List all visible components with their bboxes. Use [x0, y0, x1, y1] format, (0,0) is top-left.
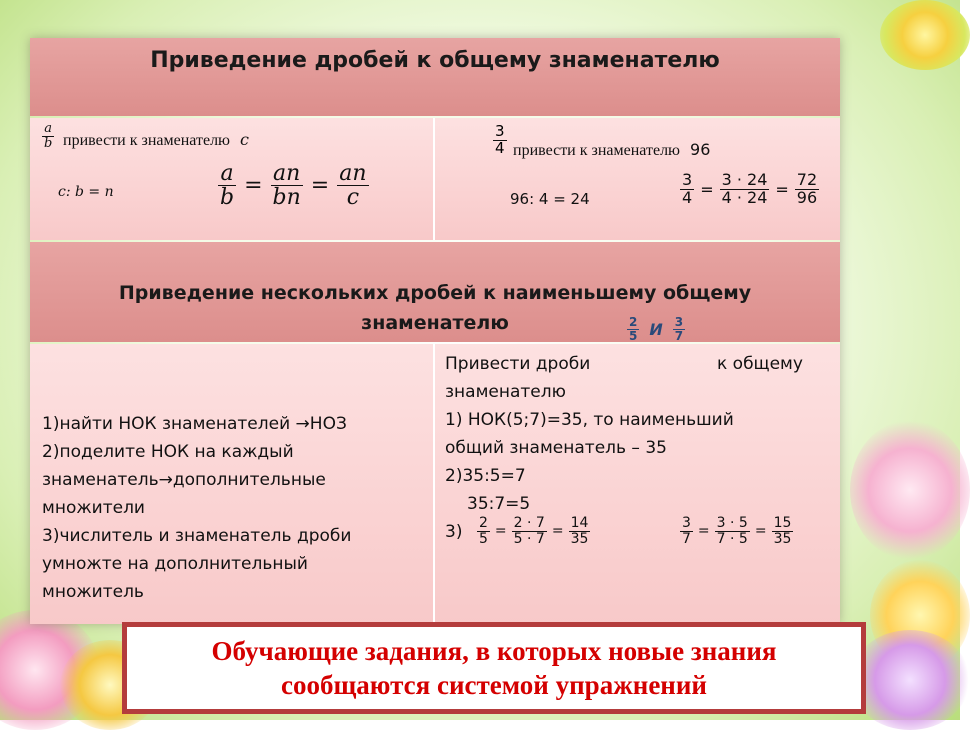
cell-general-rule [30, 118, 433, 240]
example-eq: 96: 4 = 24 [510, 190, 590, 208]
caption-banner [122, 622, 866, 714]
rule-label: привести к знаменателю [63, 132, 231, 149]
example-formula: $\frac{3}{4}$ = $\frac{3 \cdot 24}{4 \cdot 24}$ = $\frac{72}{96}$ [682, 170, 818, 207]
example-label: привести к знаменателю [513, 142, 681, 159]
step-line: множитель [42, 582, 144, 602]
example-intro-a: Привести дроби [445, 354, 591, 374]
cell-example-rule [435, 118, 840, 240]
cell-steps [30, 344, 433, 624]
equation-2-5: $\frac{2}{5}$ = $\frac{2 \cdot 7}{5 \cdot 7}$ = $\frac{14}{35}$ [479, 515, 589, 547]
header-row-1 [30, 38, 840, 116]
example-step1b: общий знаменатель – 35 [445, 438, 667, 458]
example-intro-b: к общему [717, 354, 803, 374]
step-line: 1)найти НОК знаменателей →НОЗ [42, 414, 347, 434]
fraction-a-over-b: $\frac{a}{b}$ [44, 121, 53, 151]
example-target: 96 [690, 140, 711, 159]
example-step3: 3) [445, 522, 463, 542]
step-line: 3)числитель и знаменатель дроби [42, 526, 352, 546]
header-row-2 [30, 242, 840, 342]
divider [433, 118, 435, 240]
example-step1a: 1) НОК(5;7)=35, то наименьший [445, 410, 734, 430]
equation-3-7: $\frac{3}{7}$ = $\frac{3 \cdot 5}{7 \cdot 5}$ = $\frac{15}{35}$ [682, 515, 792, 547]
banner-line-1: Обучающие задания, в которых новые знания [211, 636, 777, 666]
fraction-3-over-4: $\frac{3}{4}$ [495, 122, 505, 157]
step-line: множители [42, 498, 145, 518]
example-step2b: 35:7=5 [467, 494, 531, 514]
example-step2: 2)35:5=7 [445, 466, 526, 486]
step-line: 2)поделите НОК на каждый [42, 442, 294, 462]
step-line: умножте на дополнительный [42, 554, 308, 574]
rule-formula: $\frac{a}{b}$ = $\frac{an}{bn}$ = $\frac{an}{c}$ [220, 161, 367, 211]
header-title-2-line2: знаменателю [361, 312, 509, 334]
content-table [30, 38, 840, 624]
rule-target: c [240, 130, 249, 149]
header-title-1: Приведение дробей к общему знаменателю [150, 48, 720, 73]
divider [433, 344, 435, 624]
cell-worked-example [435, 315, 840, 624]
header-title-2-line1: Приведение нескольких дробей к наименьшему общему [118, 282, 752, 304]
rule-eq: c: b = n [58, 184, 114, 200]
steps-list [42, 410, 351, 606]
fractions-given: $\frac{2}{5}$ И $\frac{3}{7}$ [629, 315, 684, 343]
banner-line-2: сообщаются системой упражнений [281, 670, 707, 700]
example-intro-c: знаменателю [445, 382, 566, 402]
step-line: знаменатель→дополнительные [42, 470, 326, 490]
